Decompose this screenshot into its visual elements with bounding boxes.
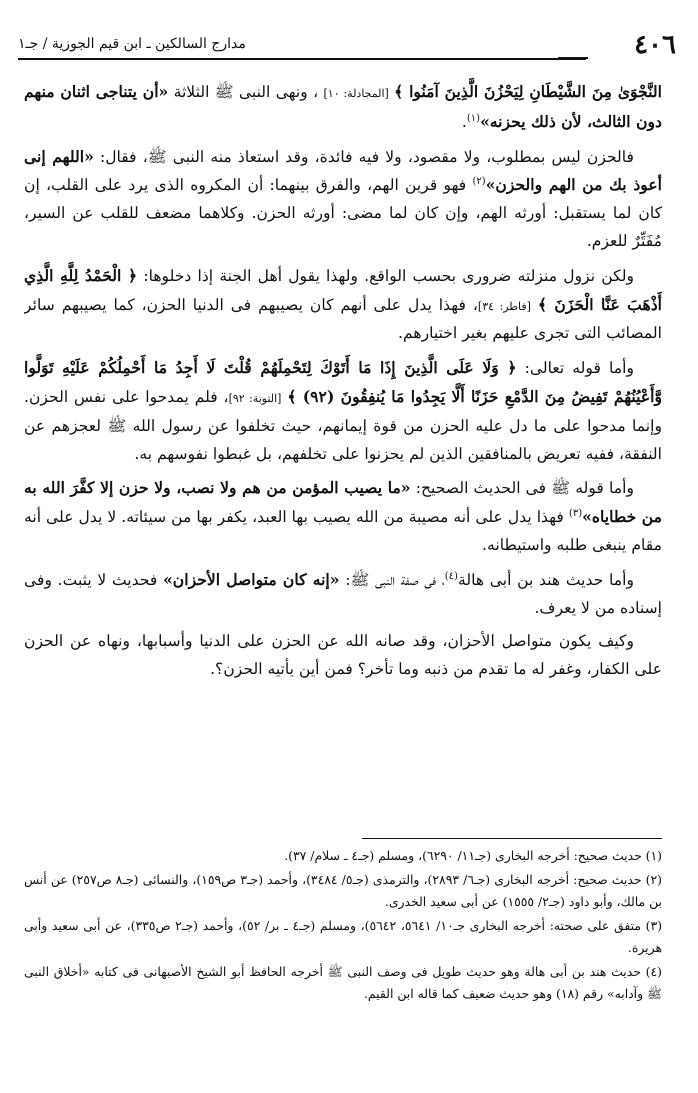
footnote-marker: (١) bbox=[466, 112, 481, 124]
footnote-2: (٢) حديث صحيح: أخرجه البخارى (جـ٦/ ٢٨٩٣)، والترمذى (جـ٥/ ٣٤٨٤)، وأحمد (جـ٣ ص١٥٩)، والنسائى (جـ٨ ص٢٥٧) عن أنس بن مالك، وأبو داود (جـ٢/ ١٥٥٥) عن أبى سعيد الخدرى. bbox=[24, 872, 662, 909]
verse-reference: [فاطر: ٣٤] bbox=[477, 299, 531, 313]
footnote-4: (٤) حديث هند بن أبى هالة وهو حديث طويل فى وصف النبى ﷺ أخرجه الحافظ أبو الشيخ الأصبهانى فى كتابه «أخلاق النبى ﷺ وآدابه» رقم (١٨) وهو حديث ضعيف كما قاله ابن القيم. bbox=[24, 964, 662, 1001]
paragraph-text: وأما قوله تعالى: bbox=[524, 359, 634, 378]
quran-verse: النَّجْوَىٰ مِنَ الشَّيْطَانِ لِيَحْزُنَ الَّذِينَ آمَنُوا ﴾ bbox=[394, 82, 662, 101]
paragraph-5 bbox=[24, 474, 662, 559]
paragraph-3 bbox=[24, 262, 662, 348]
paragraph-text: وأما حديث هند بن أبى هالة bbox=[457, 570, 634, 589]
footnote-1: (١) حديث صحيح: أخرجه البخارى (جـ١١/ ٦٢٩٠)، ومسلم (جـ٤ ـ سلام/ ٣٧). bbox=[284, 848, 662, 863]
page-number: ٤٠٦ bbox=[634, 30, 676, 60]
header-rule bbox=[18, 58, 586, 60]
quran-verse: ﴿ وَلَا عَلَى الَّذِينَ إِذَا مَا أَتَوْكَ لِتَحْمِلَهُمْ قُلْتَ لَا أَجِدُ مَا أَحْمِلُكُمْ عَلَيْهِ تَوَلَّوا وَّأَعْيُنُهُمْ تَفِيضُ مِنَ الدَّمْعِ حَزَنًا أَلَّا يَجِدُوا مَا يُنفِقُونَ (٩٢) ﴾ bbox=[24, 358, 662, 406]
paragraph-text: فالحزن ليس بمطلوب، ولا مقصود، ولا فيه فائدة، وقد استعاذ منه النبى ﷺ، فقال: bbox=[99, 147, 634, 166]
paragraph-6 bbox=[24, 566, 662, 623]
paragraph-text: . bbox=[461, 112, 467, 131]
paragraph-text: ، ونهى النبى ﷺ الثلاثة bbox=[173, 83, 319, 101]
paragraph-text: ولكن نزول منزلته ضرورى بحسب الواقع. ولهذا يقول أهل الجنة إذا دخلوها: bbox=[143, 266, 634, 285]
footnotes bbox=[24, 845, 662, 1085]
paragraph-4 bbox=[24, 354, 662, 468]
paragraph-text: وأما قوله ﷺ فى الحديث الصحيح: bbox=[415, 479, 634, 498]
hadith-quote: «اللهم إنى أعوذ بك من الهم والحزن» bbox=[24, 146, 662, 195]
header-rule-accent bbox=[558, 57, 588, 59]
paragraph-text: ، فهذا يدل على أنهم كان يصيبهم فى الدنيا الحزن، كما يصيبهم سائر المصائب التى تجرى عليهم بغير اختيارهم. bbox=[24, 295, 662, 343]
paragraph-text: فهو قرين الهم، والفرق بينهما: أن المكروه الذى يرد على القلب، إن كان لما يستقبل: أورثه الهم، وإن كان لما مضى: أورثه الحزن. وكلاهما مضعف للقلب عن السير، مُفَتِّرٌ للعزم. bbox=[24, 176, 662, 250]
paragraph-7: وكيف يكون متواصل الأحزان، وقد صانه الله عن الحزن على الدنيا وأسبابها، ونهاه عن الحزن على الكفار، وغفر له ما تقدم من ذنبه وما تأخر؟ فمن أين يأتيه الحزن؟. bbox=[24, 632, 662, 679]
hadith-quote: «ما يصيب المؤمن من هم ولا نصب، ولا حزن إلا كفَّرَ الله به من خطاياه» bbox=[24, 478, 662, 527]
paragraph-1 bbox=[24, 78, 662, 137]
footnote-3: (٣) متفق على صحته: أخرجه البخارى جـ١٠/ ٥٦٤١، ٥٦٤٢)، ومسلم (جـ٤ ـ بر/ ٥٢)، وأحمد (جـ٢ ص٣٣٥)، عن أبى سعيد وأبى هريرة. bbox=[24, 918, 662, 955]
paragraph-text: فهذا يدل على أنه مصيبة من الله يصيب بها العبد، يكفر بها من سيئاته. لا يدل على أنه مقام ينبغى طلبه واستيطانه. bbox=[24, 508, 662, 554]
paragraph-text: فحديث لا يثبت. وفى إسناده من لا يعرف. bbox=[24, 570, 662, 617]
page-header bbox=[18, 28, 676, 68]
verse-reference: [التوبة: ٩٢] bbox=[228, 391, 282, 405]
quran-verse: ﴿ الْحَمْدُ لِلَّهِ الَّذِي أَذْهَبَ عَنَّا الْحَزَنَ ﴾ bbox=[24, 265, 662, 314]
footnote-separator bbox=[362, 838, 662, 839]
footnote-marker: (٣) bbox=[568, 507, 583, 519]
paragraph-2 bbox=[24, 143, 662, 256]
footnote-marker: (٢) bbox=[472, 176, 486, 188]
paragraph-text: ، فى صفة النبى ﷺ: bbox=[345, 570, 445, 589]
hadith-quote: «إنه كان متواصل الأحزان» bbox=[163, 569, 340, 589]
verse-reference: [المجادلة: ١٠] bbox=[323, 87, 389, 100]
main-text bbox=[24, 78, 662, 833]
running-title: مدارج السالكين ـ ابن قيم الجوزية / جـ١ bbox=[18, 36, 246, 52]
footnote-marker: (٤) bbox=[444, 570, 458, 582]
paragraph-text: ، فلم يمدحوا على نفس الحزن. وإنما مدحوا على ما دل عليه الحزن من قوة إيمانهم، حيث تخلفوا عن رسول الله ﷺ لعجزهم عن النفقة، ففيه تعريض بالمنافقين الذين لم يحزنوا على تخلفهم، بل غبطوا نفوسهم به. bbox=[24, 387, 662, 463]
hadith-quote: «أن يتناجى اثنان منهم دون الثالث، لأن ذلك يحزنه» bbox=[24, 82, 662, 131]
